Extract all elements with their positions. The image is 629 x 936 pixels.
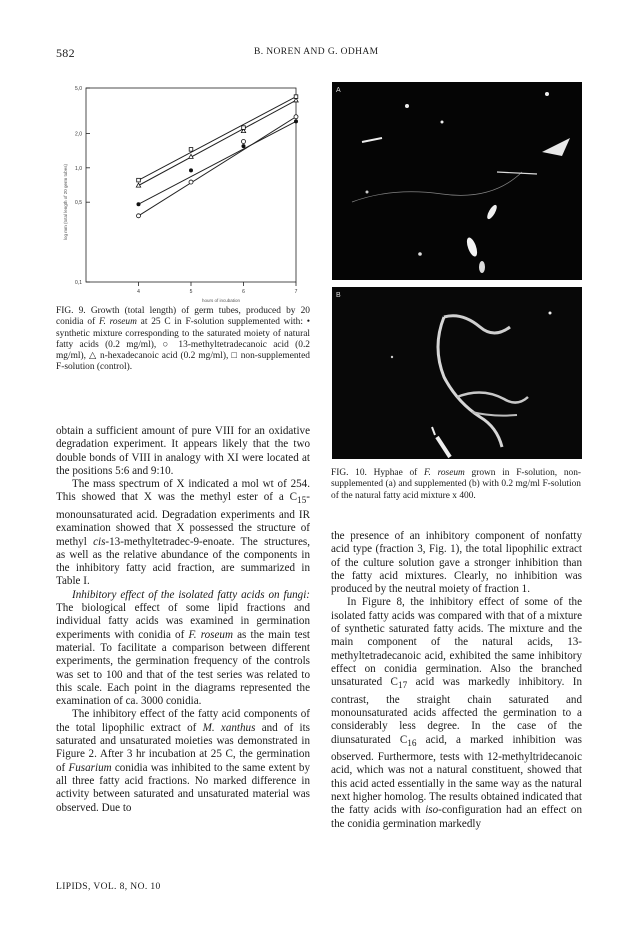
text-run: -monounsaturated acid. Degradation experiments and IR examination showed that X possessed the structure of methyl (56, 491, 310, 548)
figure-10-caption-text-2: grown in F-solution, non-supplemented (a) and supplemented (b) with 0.2 mg/ml F-solution of the natural fatty acid mixture x 400. (331, 468, 581, 501)
x-tick-label: 6 (242, 289, 245, 295)
chart-svg (56, 82, 308, 304)
section-heading: Inhibitory effect of the isolated fatty acids on fungi: (72, 588, 310, 601)
figure-10-panel-b (332, 287, 582, 459)
figure-10-caption-species: F. roseum (424, 468, 465, 478)
figure-10-panel-a (332, 82, 582, 280)
text-run: and of its saturated and unsaturated moieties was demonstrated in Figure 2. After 3 hr incubation at 25 C, the germination of (56, 721, 310, 774)
subscript: 15 (297, 496, 307, 507)
paragraph: the presence of an inhibitory component of nonfatty acid type (fraction 3, Fig. 1), the total lipophilic extract of the culture solution gave a stronger inhibition than the fatty acid mixtures. Clearly, no inhibition was produced by the neutral moiety of fraction 1. (331, 530, 582, 596)
data-point (294, 119, 298, 123)
right-column-text (331, 530, 582, 831)
left-column-text (56, 425, 310, 815)
hyphae-micrograph-a (332, 82, 582, 280)
data-point (137, 202, 141, 206)
data-point (189, 168, 193, 172)
figure-9-caption-text: Growth (total length) of germ tubes, produced by 20 conidia of (56, 306, 310, 328)
page-number: 582 (56, 46, 75, 60)
data-point (242, 126, 246, 130)
figure-10-caption (331, 468, 581, 502)
data-point (294, 115, 298, 119)
figure-9-caption-text-2: at 25 C in F-solution supplemented with: • synthetic mixture corresponding to the saturated moiety of natural fatty acids (0.2 mg/ml), ○ 13-methyltetradecanoic acid (0.2 mg/ml), △ n-hexadecanoic acid (0.2 mg/ml), □ non-supplemented F-solution (control). (56, 317, 311, 373)
figure-10-caption-text: Hyphae of (366, 468, 424, 478)
text-run: as the main test material. To facilitate a comparison between different experiments, the germination frequency of the controls was set to 100 and that of the test series was related to this scale. Each point in the diagrams represented the examination of ca. 3000 conidia. (56, 628, 310, 708)
paragraph (331, 596, 582, 830)
y-axis-label: log mm (total length of 20 germ tubes) (63, 163, 68, 241)
italic-text: iso (425, 804, 439, 817)
data-point (242, 144, 246, 148)
data-point (137, 178, 141, 182)
y-tick-label: 5,0 (75, 86, 82, 92)
data-point (189, 148, 193, 152)
figure-10-caption-label: FIG. 10. (331, 468, 367, 478)
text-run: The mass spectrum of X indicated a mol wt of 254. This showed that X was the methyl ester of a C (56, 478, 310, 504)
italic-text: M. xanthus (202, 721, 256, 734)
y-tick-label: 0,5 (75, 200, 82, 207)
italic-text: Fusarium (68, 761, 112, 774)
paragraph (56, 478, 310, 589)
italic-text: cis (93, 535, 106, 548)
x-axis-label: hours of incubation (201, 298, 241, 303)
data-point (294, 95, 298, 99)
series-line (139, 117, 297, 216)
text-run: acid was markedly inhibitory. In contrast, the straight chain saturated and monounsaturated acids affected the germination to a considerably less degree. In the case of the diunsaturated C (331, 676, 583, 746)
text-run: In Figure 8, the inhibitory effect of some of the isolated fatty acids was compared with that of a mixture of synthetic saturated fatty acids. The mixture and the main component of the natural acids, 13-methyltetradecanoic acid, exhibited the same inhibitory effect on conidia germination. Also the branched unsaturated C (331, 596, 582, 689)
y-tick-label: 0,1 (75, 280, 82, 286)
paragraph (56, 589, 310, 709)
text-run: The biological effect of some lipid fractions and individual fatty acids was examined in germination experiments with conidia of (56, 602, 310, 641)
paragraph: obtain a sufficient amount of pure VIII for an oxidative degradation experiment. It appears likely that the two double bonds of VIII in analogy with XI were located at the positions 5:6 and 9:10. (56, 425, 310, 477)
figure-9-caption-label: FIG. 9. (56, 306, 86, 316)
subscript: 16 (407, 738, 417, 749)
data-point (242, 139, 246, 143)
data-point (189, 154, 193, 158)
italic-text: F. roseum (188, 628, 233, 641)
text-run: -configuration had an effect on the conidia germination markedly (331, 804, 582, 830)
figure-9-caption-species: F. roseum (98, 317, 137, 328)
data-point (137, 214, 141, 218)
data-point (189, 180, 193, 184)
running-head: B. NOREN AND G. ODHAM (254, 47, 379, 57)
paragraph (56, 708, 310, 814)
x-tick-label: 4 (137, 289, 140, 295)
journal-footer: LIPIDS, VOL. 8, NO. 10 (56, 882, 161, 892)
series-line (139, 121, 297, 204)
figure-9-caption (56, 306, 310, 374)
y-tick-label: 2,0 (75, 131, 82, 138)
panel-b-label: B (336, 292, 341, 299)
text-run: acid, a marked inhibition was observed. Furthermore, tests with 12-methyltridecanoic acid, which was not a natural constituent, showed that this acid acted essentially in the same way as the natural next higher homolog. The results obtained indicated that the fatty acids with (331, 733, 582, 817)
hyphae-micrograph-b (332, 287, 582, 459)
subscript: 17 (397, 681, 408, 692)
x-tick-label: 7 (294, 289, 298, 295)
series-line (139, 100, 297, 185)
series-line (139, 97, 297, 180)
x-tick-label: 5 (189, 289, 193, 295)
data-point (136, 183, 140, 187)
figure-9-chart (56, 82, 308, 304)
text-run: The inhibitory effect of the fatty acid components of the total lipophilic extract of (56, 708, 310, 734)
y-tick-label: 1,0 (75, 165, 82, 172)
text-run: -13-methyltetradec-9-enoate. The structures, as well as the relative abundance of the components in the inhibitory fatty acid fraction, are summarized in Table I. (56, 535, 310, 588)
panel-a-label: A (336, 87, 341, 94)
text-run: conidia was inhibited to the same extent by all three fatty acid fractions. No marked difference in activity between saturated and unsaturated material was observed. Due to (56, 761, 311, 814)
